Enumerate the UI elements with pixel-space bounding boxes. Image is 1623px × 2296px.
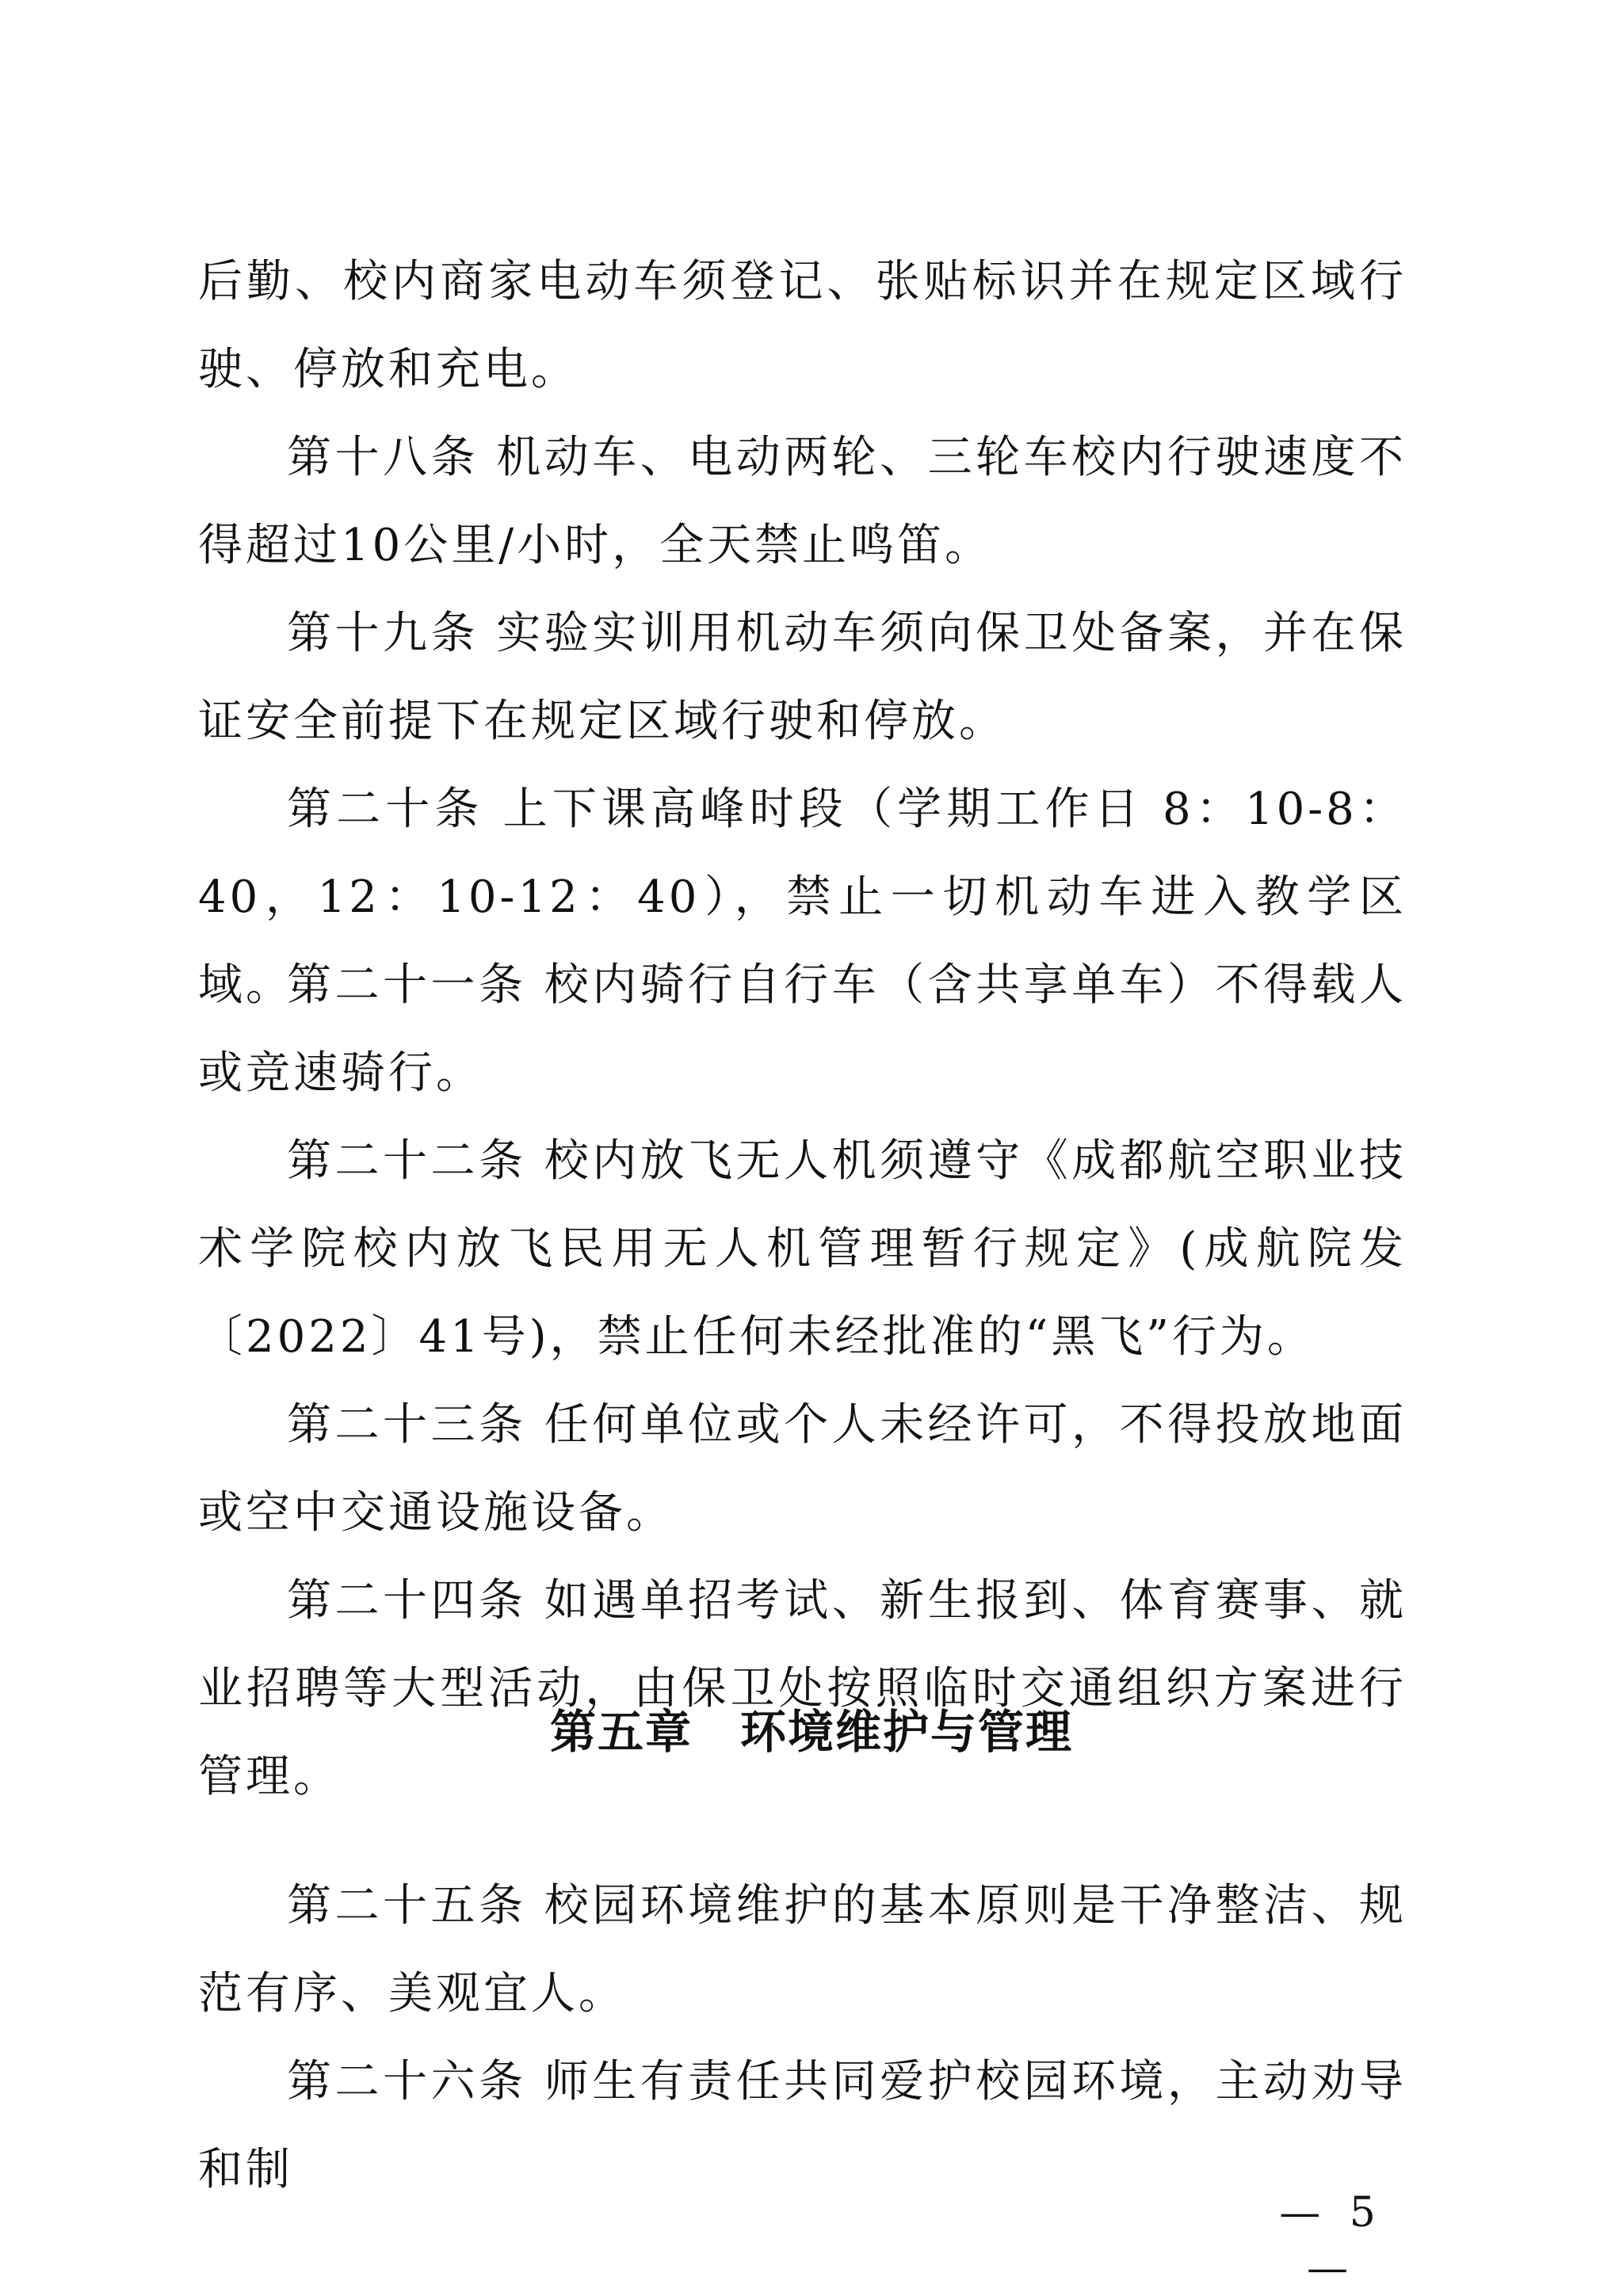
- article-19: 第十九条 实验实训用机动车须向保卫处备案，并在保证安全前提下在规定区域行驶和停放。: [198, 608, 1407, 747]
- article-18: 第十八条 机动车、电动两轮、三轮车校内行驶速度不得超过10公里/小时，全天禁止鸣笛。: [198, 432, 1407, 571]
- chapter-heading: 第五章 环境维护与管理: [549, 1705, 1073, 1759]
- article-21: 第二十一条 校内骑行自行车（含共享单车）不得载人或竞速骑行。: [198, 959, 1407, 1099]
- article-25: 第二十五条 校园环境维护的基本原则是干净整洁、规范有序、美观宜人。: [198, 1880, 1407, 2019]
- article-23: 第二十三条 任何单位或个人未经许可，不得投放地面或空中交通设施设备。: [198, 1399, 1407, 1539]
- article-20: 第二十条 上下课高峰时段（学期工作日 8：10-8：40，12：10-12：40），禁止一切机动车进入教学区域。: [198, 784, 1407, 1011]
- article-22: 第二十二条 校内放飞无人机须遵守《成都航空职业技术学院校内放飞民用无人机管理暂行规定》(成航院发〔2022〕41号)，禁止任何未经批准的“黑飞”行为。: [198, 1135, 1407, 1363]
- article-26: 第二十六条 师生有责任共同爱护校园环境，主动劝导和制: [198, 2056, 1407, 2195]
- page-number: — 5 —: [1279, 2189, 1384, 2292]
- article-24: 第二十四条 如遇单招考试、新生报到、体育赛事、就业招聘等大型活动，由保卫处按照临时交通组织方案进行管理。: [198, 1575, 1407, 1802]
- paragraph-continuation: 后勤、校内商家电动车须登记、张贴标识并在规定区域行驶、停放和充电。: [198, 256, 1407, 395]
